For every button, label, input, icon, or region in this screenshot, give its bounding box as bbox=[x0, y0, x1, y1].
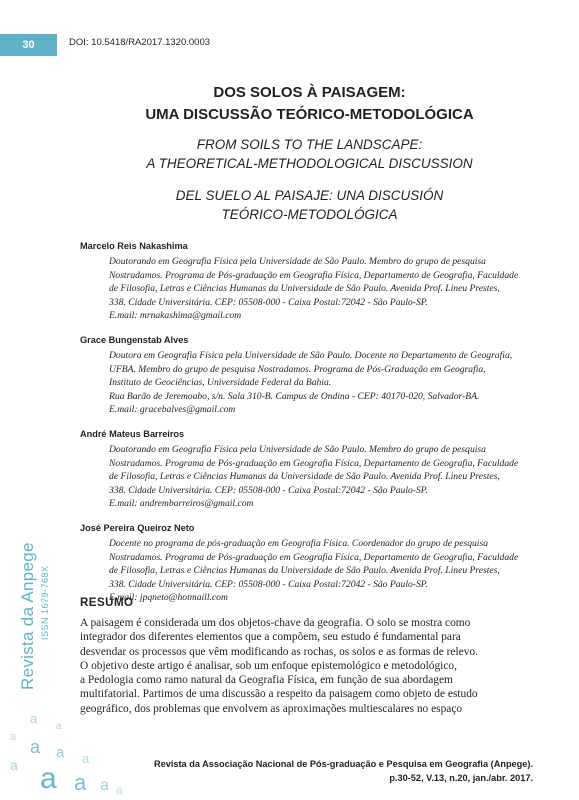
author-name: José Pereira Queiroz Neto bbox=[80, 522, 195, 533]
author-block bbox=[80, 428, 535, 511]
title-english bbox=[80, 135, 539, 173]
title-line: DOS SOLOS À PAISAGEM: bbox=[213, 84, 406, 101]
affiliation-line: de Filosofia, Letras e Ciências Humanas da Universidade de São Paulo. Avenida Prof. Lineu Prestes, bbox=[109, 283, 500, 295]
affiliation-line: UFBA. Membro do grupo de pesquisa Nostradamos. Programa de Pós-Graduação em Geografia, bbox=[109, 363, 486, 375]
abstract-line: O objetivo deste artigo é analisar, sob um enfoque epistemológico e metodológico, bbox=[80, 659, 457, 672]
journal-sidebar-title: Revista da Anpege bbox=[18, 542, 37, 690]
title-line: FROM SOILS TO THE LANDSCAPE: bbox=[196, 137, 423, 152]
author-list bbox=[80, 240, 535, 616]
affiliation-line: 338. Cidade Universitária. CEP: 05508-000 - Caixa Postal:72042 - São Paulo-SP. bbox=[109, 578, 428, 590]
author-email: E.mail: jpqneto@hotmaill.com bbox=[109, 592, 228, 604]
author-email: E.mail: gracebalves@gmail.com bbox=[109, 404, 236, 416]
affiliation-line: Nostradamos. Programa de Pós-graduação em Geografia Física, Departamento de Geografia, Faculdade bbox=[109, 269, 519, 281]
abstract-line: geográfico, dos problemas que envolvem as aproximações multiescalares no espaço bbox=[80, 702, 463, 715]
affiliation-line: Docente no programa de pós-graduação em Geografia Física. Coordenador do grupo de pesquisa bbox=[109, 537, 489, 549]
title-line: A THEORETICAL-METHODOLOGICAL DISCUSSION bbox=[146, 156, 473, 171]
journal-footer bbox=[154, 757, 533, 785]
author-block bbox=[80, 334, 535, 417]
title-spanish bbox=[80, 186, 539, 224]
author-name: Grace Bungenstab Alves bbox=[80, 334, 189, 345]
author-email: E.mail: andrembarreiros@gmail.com bbox=[109, 498, 254, 510]
title-line: UMA DISCUSSÃO TEÓRICO-METODOLÓGICA bbox=[145, 106, 474, 123]
author-affiliation bbox=[109, 255, 535, 323]
abstract-line: desvendar os processos que vêm modificando as rochas, os solos e as formas de relevo. bbox=[80, 645, 478, 658]
affiliation-line: Doutorando em Geografia Física pela Universidade de São Paulo. Membro do grupo de pesquisa bbox=[109, 256, 486, 267]
author-email: E.mail: mrnakashima@gmail.com bbox=[109, 310, 242, 322]
abstract-line: A paisagem é considerada um dos objetos-chave da geografia. O solo se mostra como bbox=[80, 617, 471, 629]
page-number: 30 bbox=[0, 34, 57, 56]
affiliation-line: de Filosofia, Letras e Ciências Humanas da Universidade de São Paulo. Avenida Prof. Lineu Prestes, bbox=[109, 565, 500, 577]
author-affiliation bbox=[109, 349, 535, 417]
doi: DOI: 10.5418/RA2017.1320.0003 bbox=[69, 37, 211, 48]
affiliation-line: Doutorando em Geografia Física pela Universidade de São Paulo. Membro do grupo de pesquisa bbox=[109, 443, 486, 455]
title-line: DEL SUELO AL PAISAJE: UNA DISCUSIÓN bbox=[175, 188, 444, 203]
affiliation-line: de Filosofia, Letras e Ciências Humanas da Universidade de São Paulo. Avenida Prof. Lineu Prestes, bbox=[109, 471, 500, 483]
abstract-heading: RESUMO bbox=[80, 597, 134, 609]
affiliation-line: Rua Barão de Jeremoabo, s/n. Sala 310-B. Campus de Ondina - CEP: 40170-020, Salvador-BA. bbox=[109, 390, 480, 402]
journal-issn: ISSN 1679-768X bbox=[40, 565, 50, 640]
affiliation-line: 338. Cidade Universitária. CEP: 05508-000 - Caixa Postal:72042 - São Paulo-SP. bbox=[109, 296, 428, 308]
author-block bbox=[80, 240, 535, 323]
affiliation-line: 338. Cidade Universitária. CEP: 05508-000 - Caixa Postal:72042 - São Paulo-SP. bbox=[109, 484, 428, 496]
affiliation-line: Nostradamos. Programa de Pós-graduação em Geografia Física, Departamento de Geografia, Faculdade bbox=[109, 457, 519, 469]
author-affiliation bbox=[109, 537, 535, 605]
footer-citation: p.30-52, V.13, n.20, jan./abr. 2017. bbox=[389, 773, 533, 783]
abstract-line: multifatorial. Partimos de uma discussão a respeito da paisagem como objeto de estudo bbox=[80, 688, 478, 701]
title-portuguese bbox=[80, 82, 539, 126]
abstract-body bbox=[80, 616, 535, 716]
abstract-line: a Pedologia como ramo natural da Geografia Física, em função de sua abordagem bbox=[80, 674, 453, 687]
abstract-line: integrador dos diferentes elementos que a compõem, seu estudo é fundamental para bbox=[80, 631, 461, 644]
affiliation-line: Doutora em Geografia Física pela Universidade de São Paulo. Docente no Departamento de Geografia, bbox=[109, 349, 513, 361]
affiliation-line: Instituto de Geociências, Universidade Federal da Bahia. bbox=[109, 377, 332, 389]
title-line: TEÓRICO-METODOLÓGICA bbox=[221, 207, 398, 222]
author-name: André Mateus Barreiros bbox=[80, 428, 185, 439]
affiliation-line: Nostradamos. Programa de Pós-graduação em Geografia Física, Departamento de Geografia, Faculdade bbox=[109, 551, 519, 563]
author-name: Marcelo Reis Nakashima bbox=[80, 241, 188, 251]
author-affiliation bbox=[109, 443, 535, 511]
footer-journal-name: Revista da Associação Nacional de Pós-graduação e Pesquisa em Geografia (Anpege). bbox=[153, 759, 533, 769]
author-block bbox=[80, 522, 535, 605]
